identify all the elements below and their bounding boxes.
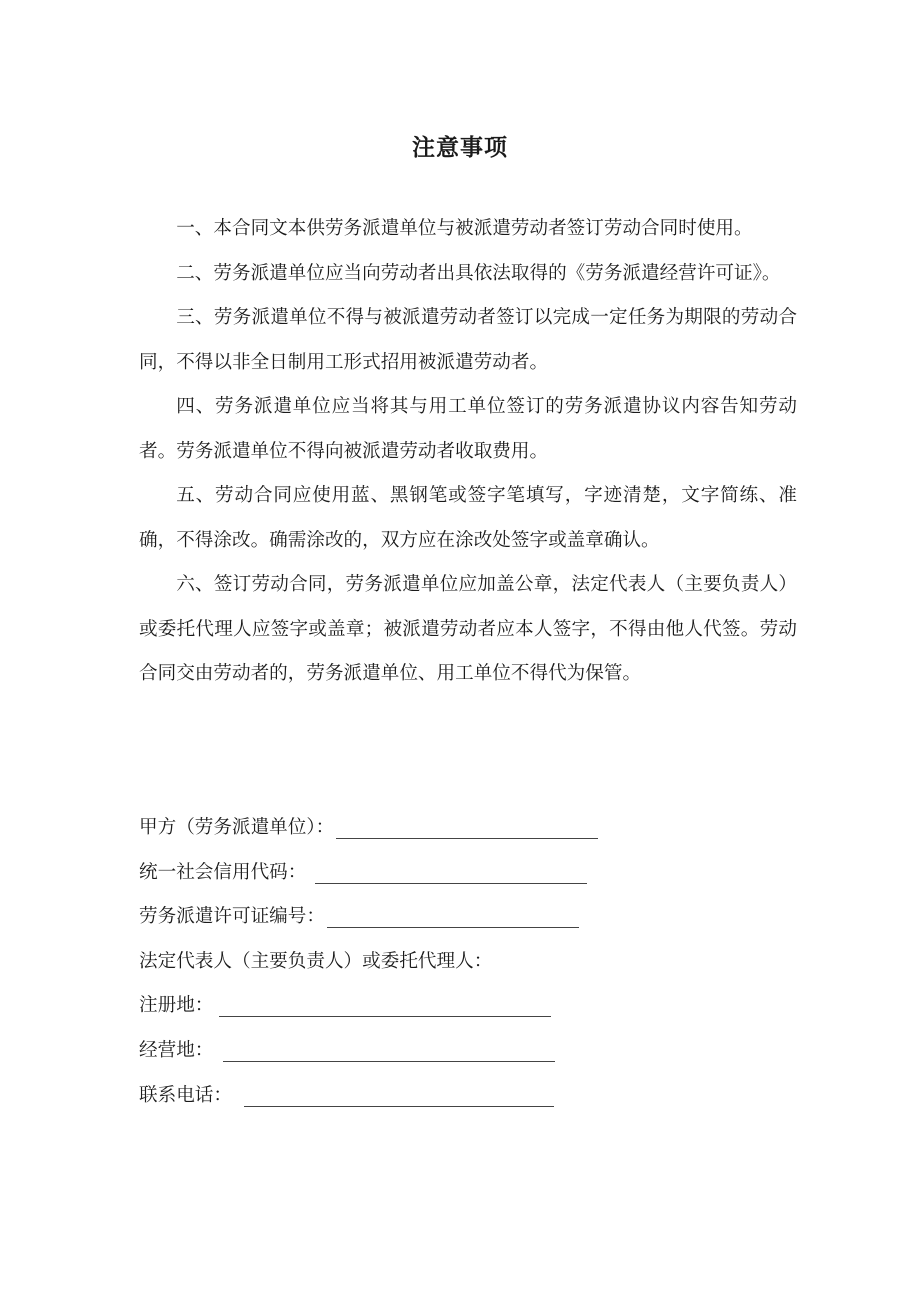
note-item-3: 三、劳务派遣单位不得与被派遣劳动者签订以完成一定任务为期限的劳动合同，不得以非全日制用工形式招用被派遣劳动者。 (139, 307, 797, 373)
note-item-5: 五、劳动合同应使用蓝、黑钢笔或签字笔填写，字迹清楚，文字简练、准确，不得涂改。确需涂改的，双方应在涂改处签字或盖章确认。 (139, 485, 797, 551)
field-business-address (139, 1029, 799, 1074)
legal-rep-label: 法定代表人（主要负责人）或委托代理人： (139, 950, 493, 972)
party-a-label: 甲方（劳务派遣单位）： (139, 817, 335, 838)
field-legal-rep (139, 940, 799, 985)
credit-code-input[interactable] (315, 865, 587, 884)
field-registered-address (139, 984, 799, 1029)
credit-code-label: 统一社会信用代码： (139, 861, 307, 883)
field-credit-code (139, 851, 799, 896)
field-party-a (139, 806, 799, 851)
phone-label: 联系电话： (139, 1084, 232, 1106)
note-item-2: 二、劳务派遣单位应当向劳动者出具依法取得的《劳务派遣经营许可证》。 (176, 262, 781, 284)
signature-fields (139, 806, 799, 1118)
field-phone (139, 1074, 799, 1119)
license-no-input[interactable] (327, 909, 579, 928)
notes-list (139, 207, 797, 697)
field-license-no (139, 895, 799, 940)
party-a-input[interactable] (336, 820, 598, 839)
business-address-input[interactable] (223, 1043, 555, 1062)
note-item-1: 一、本合同文本供劳务派遣单位与被派遣劳动者签订劳动合同时使用。 (176, 218, 753, 239)
business-address-label: 经营地： (139, 1039, 214, 1061)
registered-address-label: 注册地： (139, 995, 214, 1017)
note-item-6: 六、签订劳动合同，劳务派遣单位应加盖公章，法定代表人（主要负责人）或委托代理人应签字或盖章；被派遣劳动者应本人签字，不得由他人代签。劳动合同交由劳动者的，劳务派遣单位、用工单位不得代为保管。 (139, 574, 797, 684)
license-no-label: 劳务派遣许可证编号： (139, 906, 325, 928)
registered-address-input[interactable] (219, 998, 551, 1017)
note-item-4: 四、劳务派遣单位应当将其与用工单位签订的劳务派遣协议内容告知劳动者。劳务派遣单位不得向被派遣劳动者收取费用。 (139, 396, 797, 462)
page-title: 注意事项 (412, 135, 508, 161)
phone-input[interactable] (244, 1088, 554, 1107)
